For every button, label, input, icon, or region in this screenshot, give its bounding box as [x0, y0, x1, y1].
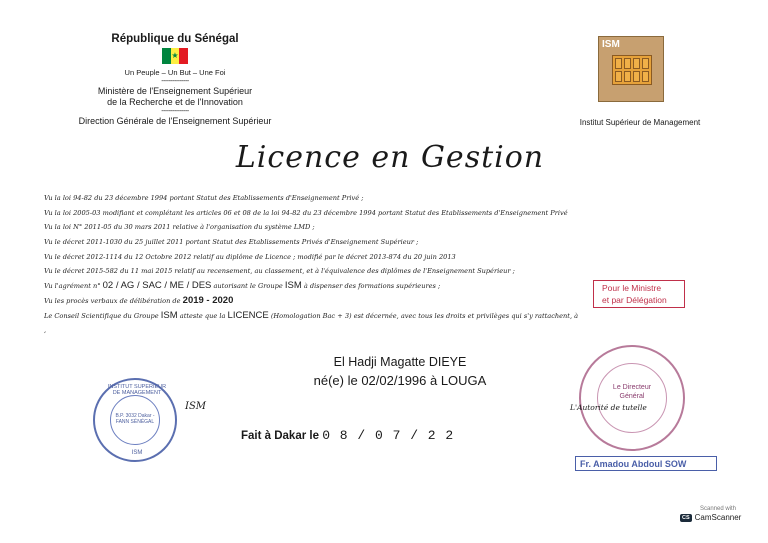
clause-3: Vu la loi N° 2011-05 du 30 mars 2011 relative à l'organisation du système LMD ; [44, 223, 315, 232]
clause-9-mid: atteste que la [179, 311, 226, 320]
ministry-line-2: de la Recherche et de l'Innovation [107, 97, 243, 107]
diploma-title: Licence en Gestion [235, 140, 545, 175]
issue-place-date [241, 428, 454, 443]
issue-date: 0 8 / 0 7 / 2 2 [322, 428, 455, 443]
clause-8-prefix: Vu les procès verbaux de délibération de [44, 296, 181, 305]
agreement-number: 02 / AG / SAC / ME / DES [102, 280, 212, 292]
legal-clauses [44, 191, 724, 338]
separator-1: --------------- [161, 78, 189, 85]
senegal-flag-icon [162, 48, 188, 64]
clause-9-post: (Homologation Bac + 3) est décernée, avec tous les droits et privilèges qui s'y rattachent, à [270, 311, 579, 320]
camscanner-name: CamScanner [694, 513, 742, 522]
clause-7-prefix: Vu l'agrément n° [44, 282, 101, 291]
licence-label: LICENCE [227, 309, 269, 321]
delegation-stamp-line-1: Pour le Ministre [602, 283, 662, 293]
ism-logo-text: ISM [602, 39, 620, 50]
ism-signature: ISM [185, 401, 207, 412]
clause-1: Vu la loi 94-82 du 23 décembre 1994 portant Statut des Etablissements d'Enseignement Privé ; [44, 194, 364, 202]
flag-star-icon: ★ [171, 51, 179, 60]
clause-7-mid: autorisant le Groupe [213, 282, 283, 291]
directorate: Direction Générale de l'Enseignement Supérieur [78, 116, 272, 126]
camscanner-logo-icon: CS [682, 514, 690, 521]
camscanner-watermark [680, 506, 756, 522]
ministry-line-1: Ministère de l'Enseignement Supérieur [97, 86, 253, 96]
flag-red-stripe [179, 48, 188, 64]
clause-5: Vu le décret 2012-1114 du 12 Octobre 2012 relatif au diplôme de Licence ; modifié par le décret 2013-874 du 20 juin 2013 [44, 252, 456, 261]
academic-year: 2019 - 2020 [182, 294, 234, 306]
clause-9-prefix: Le Conseil Scientifique du Groupe [44, 311, 159, 320]
ism-seal-center: B.P. 3032 Dakar - FANN SÉNÉGAL [115, 413, 155, 425]
clause-9-ism: ISM [160, 309, 178, 321]
flag-green-stripe [162, 48, 171, 64]
clause-7-post: à dispenser des formations supérieures ; [303, 282, 441, 291]
issue-prefix: Fait à Dakar le [241, 430, 319, 442]
ism-seal-bottom: ISM [131, 450, 143, 456]
institute-name: Institut Supérieur de Management [579, 118, 701, 127]
authority-label: L'Autorité de tutelle [570, 403, 647, 412]
delegation-stamp [593, 280, 685, 308]
clause-2: Vu la loi 2005-03 modifiant et complétant les articles 06 et 08 de la loi 94-82 du 23 décembre 1994 portant Statut des Etablissements d'Enseignement Privé [44, 208, 568, 217]
delegation-stamp-line-2: et par Délégation [602, 295, 667, 305]
flag-yellow-stripe [171, 48, 180, 64]
camscanner-brand [680, 513, 756, 522]
ism-seal-icon [93, 378, 177, 462]
clause-6: Vu le décret 2015-582 du 11 mai 2015 relatif au recensement, au classement, et à l'équivalence des diplômes de l'Enseignement Supérieur ; [44, 267, 515, 276]
signatory-stamp: Fr. Amadou Abdoul SOW [575, 456, 717, 471]
clause-10: , [44, 326, 47, 335]
national-motto: Un Peuple – Un But – Une Foi [124, 68, 226, 77]
recipient-birth: né(e) le 02/02/1996 à LOUGA [313, 373, 487, 388]
clause-7-ism: ISM [284, 280, 302, 292]
recipient-name: El Hadji Magatte DIEYE [333, 355, 467, 369]
ism-logo-icon [598, 36, 664, 102]
republic-header [60, 34, 290, 127]
ministry-seal-center: Le Directeur Général [612, 384, 652, 400]
ism-seal-ring: INSTITUT SUPERIEUR DE MANAGEMENT [107, 384, 167, 396]
clause-4: Vu le décret 2011-1030 du 25 juillet 2011 portant Statut des Etablissements Privés d'Enseignement Supérieur ; [44, 238, 419, 247]
ministry-seal-icon [579, 345, 685, 451]
scanned-with-text: Scanned with [699, 506, 737, 512]
clause-9 [44, 309, 724, 324]
separator-2: --------------- [161, 108, 189, 115]
republic-title: République du Sénégal [111, 33, 239, 45]
ism-building-icon [612, 55, 652, 85]
